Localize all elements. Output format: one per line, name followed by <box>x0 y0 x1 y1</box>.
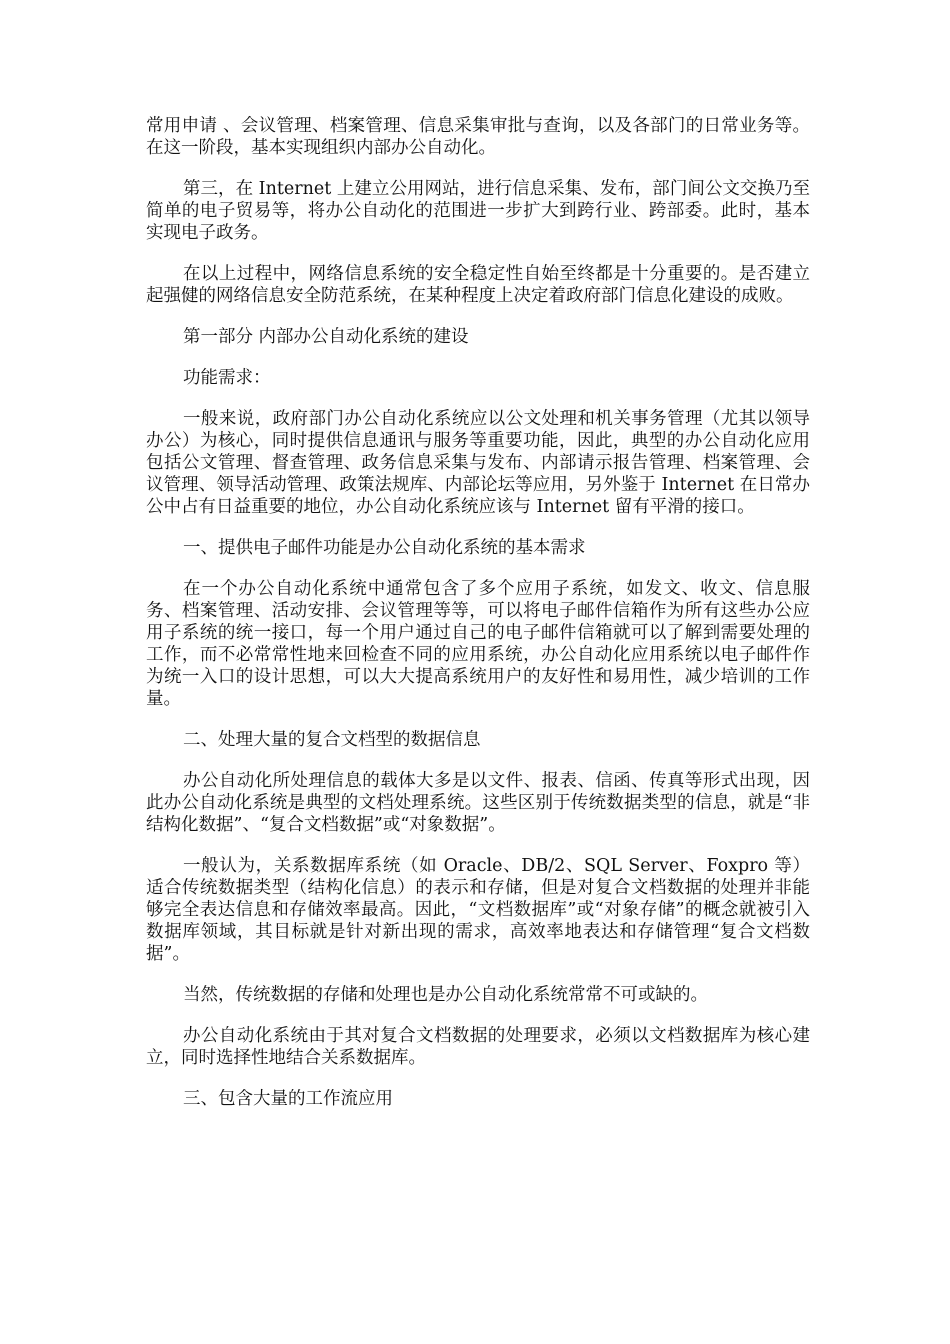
heading-compound-documents: 二、处理大量的复合文档型的数据信息 <box>183 730 481 750</box>
subheading-requirements: 功能需求： <box>183 368 271 388</box>
paragraph-third-stage: 第三，在 Internet 上建立公用网站，进行信息采集、发布，部门间公文交换乃至简单的电子贸易等，将办公自动化的范围进一步扩大到跨行业、跨部委。此时，基本实现电子政务。 <box>146 179 810 243</box>
heading-email-requirement: 一、提供电子邮件功能是办公自动化系统的基本需求 <box>183 538 586 558</box>
paragraph-traditional-data: 当然，传统数据的存储和处理也是办公自动化系统常常不可或缺的。 <box>183 985 708 1005</box>
paragraph-continuation: 常用申请 、会议管理、档案管理、信息采集审批与查询，以及各部门的日常业务等。在这一阶段，基本实现组织内部办公自动化。 <box>146 116 810 158</box>
paragraph-document-db: 办公自动化系统由于其对复合文档数据的处理要求，必须以文档数据库为核心建立，同时选择性地结合关系数据库。 <box>146 1026 810 1068</box>
paragraph-security: 在以上过程中，网络信息系统的安全稳定性自始至终都是十分重要的。是否建立起强健的网络信息安全防范系统，在某种程度上决定着政府部门信息化建设的成败。 <box>146 264 810 306</box>
document-body <box>146 115 810 1110</box>
heading-workflow: 三、包含大量的工作流应用 <box>183 1089 393 1109</box>
section-heading-part-one: 第一部分 内部办公自动化系统的建设 <box>183 327 469 347</box>
paragraph-email: 在一个办公自动化系统中通常包含了多个应用子系统，如发文、收文、信息服务、档案管理、活动安排、会议管理等等，可以将电子邮件信箱作为所有这些办公应用子系统的统一接口，每一个用户通过自己的电子邮件信箱就可以了解到需要处理的工作，而不必常常性地来回检查不同的应用系统，办公自动化应用系统以电子邮件作为统一入口的设计思想，可以大大提高系统用户的友好性和易用性，减少培训的工作量。 <box>146 579 810 709</box>
paragraph-relational-db: 一般认为，关系数据库系统（如 Oracle、DB/2、SQL Server、Foxpro 等）适合传统数据类型（结构化信息）的表示和存储，但是对复合文档数据的处理并非能够完全表达信息和存储效率最高。因此，“文档数据库”或“对象存储”的概念就被引入数据库领域，其目标就是针对新出现的需求，高效率地表达和存储管理“复合文档数据”。 <box>146 856 810 964</box>
paragraph-general-overview: 一般来说，政府部门办公自动化系统应以公文处理和机关事务管理（尤其以领导办公）为核心，同时提供信息通讯与服务等重要功能，因此，典型的办公自动化应用包括公文管理、督查管理、政务信息采集与发布、内部请示报告管理、档案管理、会议管理、领导活动管理、政策法规库、内部论坛等应用，另外鉴于 Internet 在日常办公中占有日益重要的地位，办公自动化系统应该与 Internet 留有平滑的接口。 <box>146 409 810 517</box>
paragraph-document-types: 办公自动化所处理信息的载体大多是以文件、报表、信函、传真等形式出现，因此办公自动化系统是典型的文档处理系统。这些区别于传统数据类型的信息，就是“非结构化数据”、“复合文档数据”或“对象数据”。 <box>146 771 810 835</box>
